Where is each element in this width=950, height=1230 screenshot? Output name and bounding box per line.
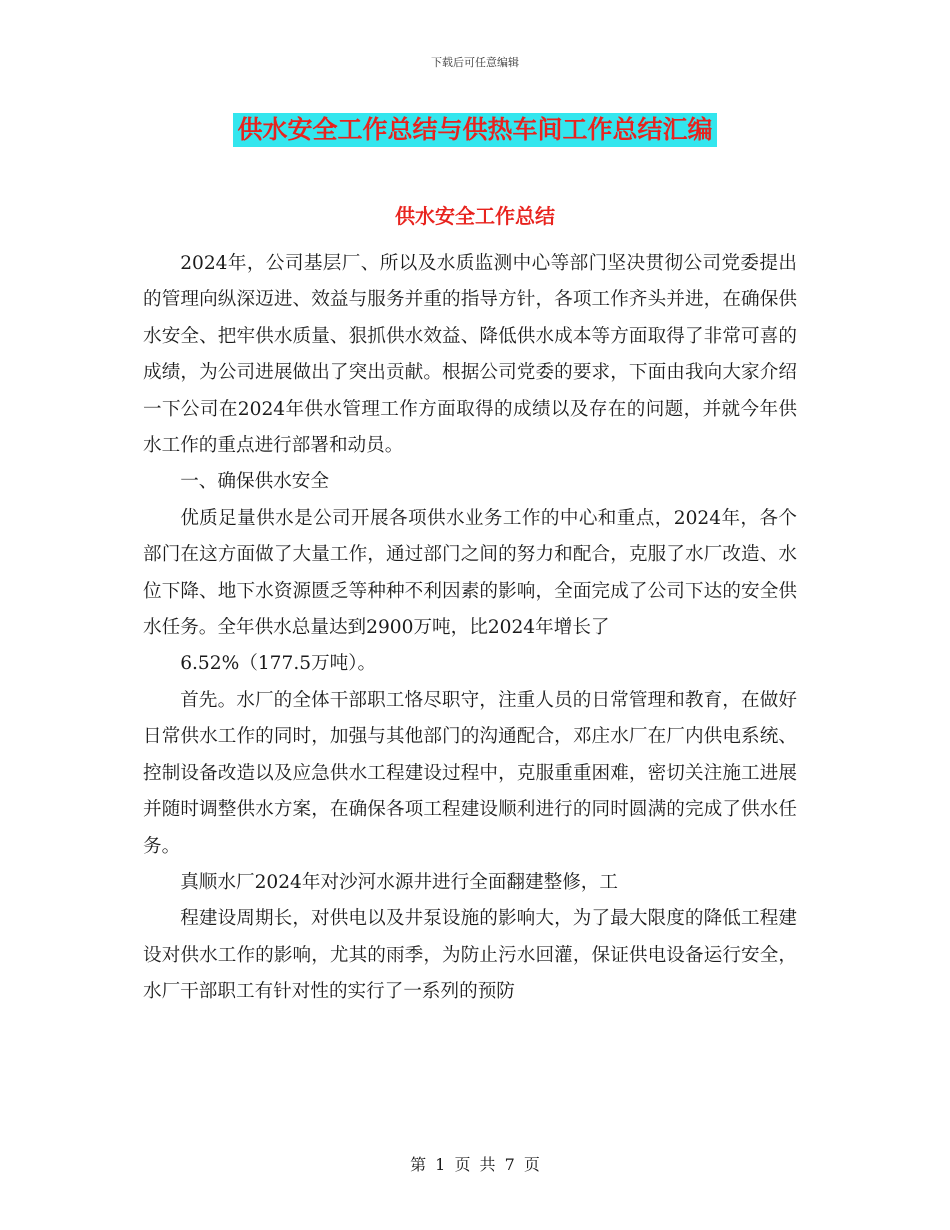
page-number: 第 1 页 共 7 页 xyxy=(410,1155,540,1174)
paragraph-zhenshun: 真顺水厂2024年对沙河水源井进行全面翻建整修，工 xyxy=(180,871,618,893)
section-title: 供水安全工作总结 xyxy=(395,204,555,228)
page-header-note: 下载后可任意编辑 xyxy=(431,56,519,69)
paragraph-growth: 6.52%（177.5万吨）。 xyxy=(180,653,377,675)
paragraph-intro: 2024年，公司基层厂、所以及水质监测中心等部门坚决贯彻公司党委提出的管理向纵深迈进、效益与服务并重的指导方针，各项工作齐头并进，在确保供水安全、把牢供水质量、狠抓供水效益、降低供水成本等方面取得了非常可喜的成绩，为公司进展做出了突出贡献。根据公司党委的要求，下面由我向大家介绍一下公司在2024年供水管理工作方面取得的成绩以及存在的问题，并就今年供水工作的重点进行部署和动员。 xyxy=(143,253,797,457)
paragraph-supply: 优质足量供水是公司开展各项供水业务工作的中心和重点，2024年，各个部门在这方面做了大量工作，通过部门之间的努力和配合，克服了水厂改造、水位下降、地下水资源匮乏等种种不利因素的影响，全面完成了公司下达的安全供水任务。全年供水总量达到2900万吨，比2024年增长了 xyxy=(143,507,797,639)
paragraph-construction: 程建设周期长，对供电以及井泵设施的影响大，为了最大限度的降低工程建设对供水工作的影响，尤其的雨季，为防止污水回灌，保证供电设备运行安全，水厂干部职工有针对性的实行了一系列的预防 xyxy=(143,908,797,1003)
document-body xyxy=(143,246,797,1011)
paragraph-heading-1: 一、确保供水安全 xyxy=(180,471,329,493)
paragraph-first: 首先。水厂的全体干部职工恪尽职守，注重人员的日常管理和教育，在做好日常供水工作的同时，加强与其他部门的沟通配合，邓庄水厂在厂内供电系统、控制设备改造以及应急供水工程建设过程中，克服重重困难，密切关注施工进展并随时调整供水方案，在确保各项工程建设顺利进行的同时圆满的完成了供水任务。 xyxy=(143,689,797,857)
document-title-container xyxy=(0,113,950,147)
document-title: 供水安全工作总结与供热车间工作总结汇编 xyxy=(233,113,716,147)
